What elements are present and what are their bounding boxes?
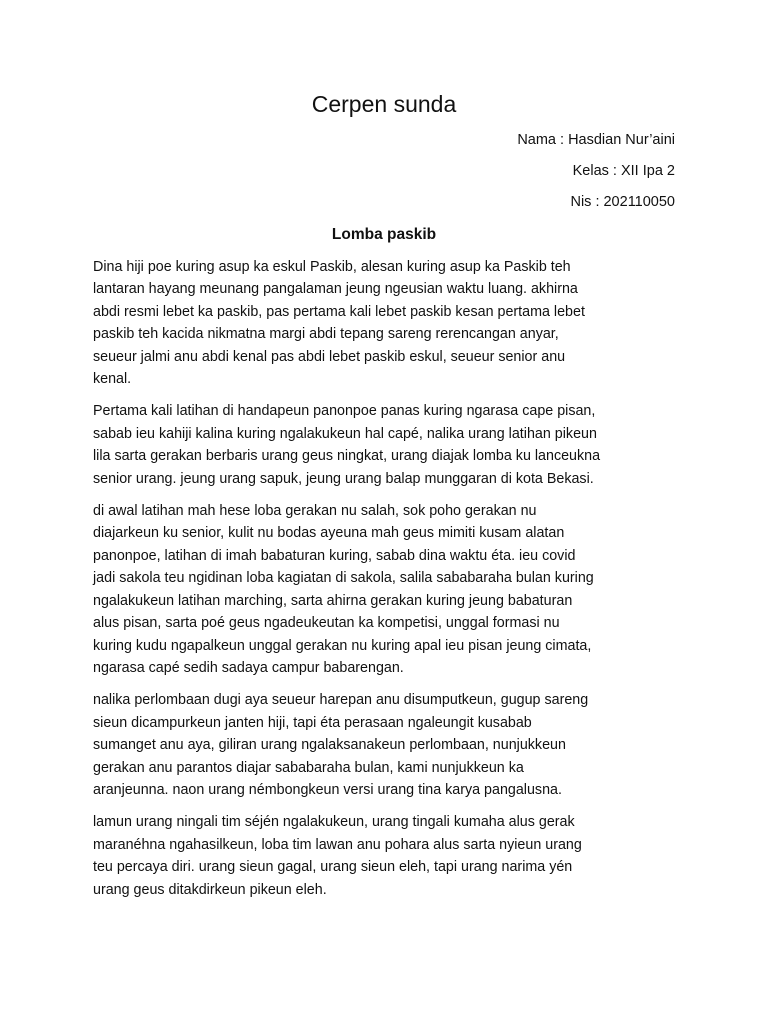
paragraph-line: seueur jalmi anu abdi kenal pas abdi lebet paskib eskul, seueur senior anu [93,348,566,365]
paragraph [93,811,683,901]
paragraph-line: aranjeunna. naon urang némbongkeun versi urang tina karya pangalusna. [93,781,562,798]
paragraph-line: kuring kudu ngapalkeun unggal gerakan nu kuring apal ieu pisan jeung cimata, [93,637,592,654]
paragraph-line: panonpoe, latihan di imah babaturan kuring, sabab dina waktu éta. ieu covid [93,547,576,564]
paragraph-line: lamun urang ningali tim séjén ngalakukeun, urang tingali kumaha alus gerak [93,814,575,831]
page-title: Cerpen sunda [311,91,457,117]
paragraph-line: sabab ieu kahiji kalina kuring ngalakukeun hal capé, nalika urang latihan pikeun [93,425,597,442]
paragraph-line: sumanget anu aya, giliran urang ngalaksanakeun perlombaan, nunjukkeun [93,737,566,754]
paragraph-line: lantaran hayang meunang pangalaman jeung ngeusian waktu luang. akhirna [93,281,578,298]
paragraph-line: alus pisan, sarta poé geus ngadeukeutan ka kompetisi, unggal formasi nu [93,615,560,632]
paragraph-line: urang geus ditakdirkeun pikeun eleh. [93,881,327,898]
author-class: Kelas : XII Ipa 2 [572,163,675,179]
paragraph-line: kenal. [93,371,132,388]
paragraph [93,689,683,801]
paragraph-line: ngalakukeun latihan marching, sarta ahirna gerakan kuring jeung babaturan [93,592,573,609]
paragraph-line: lila sarta gerakan berbaris urang geus ningkat, urang diajak lomba ku lanceukna [93,448,601,465]
story-title: Lomba paskib [331,226,437,243]
paragraph-line: teu percaya diri. urang sieun gagal, urang sieun eleh, tapi urang narima yén [93,859,573,876]
paragraph [93,400,683,490]
paragraph-line: paskib teh kacida nikmatna margi abdi tepang sareng rerencangan anyar, [93,326,559,343]
paragraph [93,500,683,679]
paragraph [93,256,683,390]
paragraph-line: senior urang. jeung urang sapuk, jeung urang balap munggaran di kota Bekasi. [93,470,594,487]
author-name: Nama : Hasdian Nur’aini [517,132,675,148]
story-body [93,256,683,911]
paragraph-line: abdi resmi lebet ka paskib, pas pertama kali lebet paskib kesan pertama lebet [93,303,585,320]
paragraph-line: gerakan anu parantos diajar sababaraha bulan, kami nunjukkeun ka [93,759,524,776]
paragraph-line: di awal latihan mah hese loba gerakan nu salah, sok poho gerakan nu [93,503,537,520]
author-student-number: Nis : 202110050 [570,194,675,210]
paragraph-line: maranéhna ngahasilkeun, loba tim lawan anu pohara alus sarta nyieun urang [93,836,582,853]
paragraph-line: sieun dicampurkeun janten hiji, tapi éta perasaan ngaleungit kusabab [93,714,532,731]
paragraph-line: jadi sakola teu ngidinan loba kagiatan di sakola, salila sababaraha bulan kuring [93,570,594,587]
paragraph-line: diajarkeun ku senior, kulit nu bodas ayeuna mah geus mimiti kusam alatan [93,525,565,542]
paragraph-line: nalika perlombaan dugi aya seueur harepan anu disumputkeun, gugup sareng [93,692,589,709]
paragraph-line: Dina hiji poe kuring asup ka eskul Paskib, alesan kuring asup ka Paskib teh [93,259,571,275]
paragraph-line: Pertama kali latihan di handapeun panonpoe panas kuring ngarasa cape pisan, [93,403,596,420]
paragraph-line: ngarasa capé sedih sadaya campur babarengan. [93,659,404,676]
